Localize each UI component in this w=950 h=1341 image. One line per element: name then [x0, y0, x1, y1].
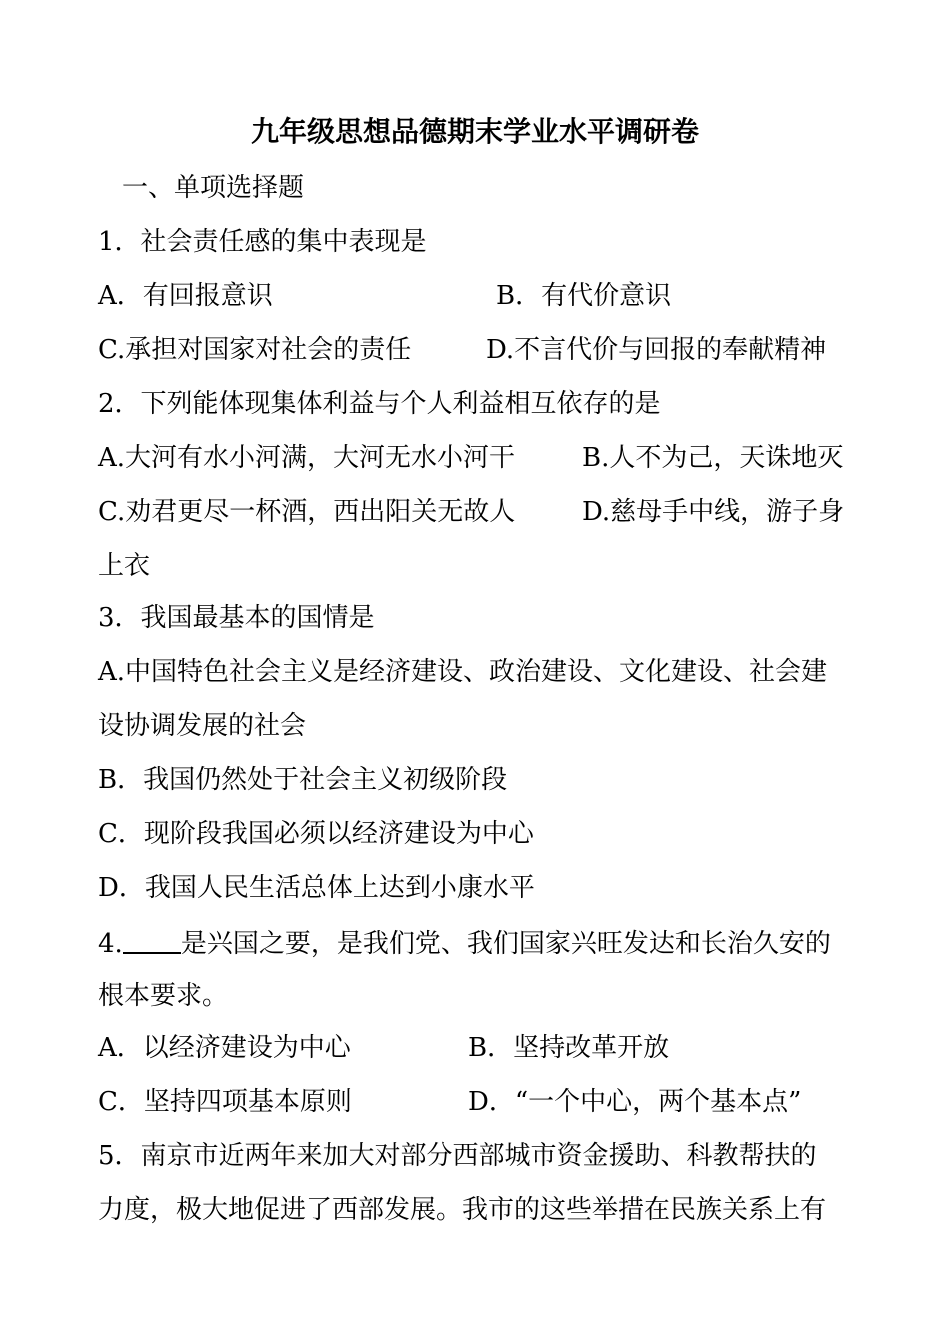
question-1-option-d: D.不言代价与回报的奉献精神 — [486, 335, 827, 365]
page-title: 九年级思想品德期末学业水平调研卷 — [250, 115, 699, 148]
question-2-option-a: A.大河有水小河满，大河无水小河干 — [98, 443, 516, 473]
question-2-option-d: D.慈母手中线，游子身 — [582, 497, 845, 527]
question-4-stem-text: 是兴国之要，是我们党、我们国家兴旺发达和长治久安的 — [180, 929, 831, 959]
question-3-option-b: B．我国仍然处于社会主义初级阶段 — [98, 765, 508, 795]
question-2-stem: 2．下列能体现集体利益与个人利益相互依存的是 — [98, 389, 661, 419]
question-3-option-c: C．现阶段我国必须以经济建设为中心 — [98, 819, 534, 849]
question-3-option-d: D．我国人民生活总体上达到小康水平 — [98, 873, 535, 903]
question-1-option-b: B．有代价意识 — [496, 281, 672, 311]
question-4-option-a: A．以经济建设为中心 — [98, 1033, 351, 1063]
question-2-option-d-continued: 上衣 — [98, 551, 151, 581]
question-2-option-c: C.劝君更尽一杯酒，西出阳关无故人 — [98, 497, 516, 527]
question-1-stem: 1．社会责任感的集中表现是 — [98, 227, 427, 257]
question-4-option-b: B．坚持改革开放 — [468, 1033, 670, 1063]
question-2-option-b: B.人不为己，天诛地灭 — [582, 443, 844, 473]
question-1-option-c: C.承担对国家对社会的责任 — [98, 335, 412, 365]
question-5-stem-continued: 力度，极大地促进了西部发展。我市的这些举措在民族关系上有 — [98, 1195, 827, 1225]
question-4-option-c: C．坚持四项基本原则 — [98, 1087, 352, 1117]
section-heading: 一、单项选择题 — [122, 173, 305, 203]
question-5-stem: 5．南京市近两年来加大对部分西部城市资金援助、科教帮扶的 — [98, 1141, 817, 1171]
question-1-option-a: A．有回报意识 — [98, 281, 273, 311]
question-3-option-a-continued: 设协调发展的社会 — [98, 711, 307, 741]
question-4-stem — [98, 922, 831, 964]
answer-blank — [123, 922, 181, 954]
question-3-option-a: A.中国特色社会主义是经济建设、政治建设、文化建设、社会建 — [98, 657, 828, 687]
question-4-stem-continued: 根本要求。 — [98, 981, 229, 1011]
question-3-stem: 3．我国最基本的国情是 — [98, 603, 375, 633]
question-4-number: 4. — [98, 929, 123, 959]
question-4-option-d: D．“一个中心，两个基本点” — [468, 1087, 802, 1117]
